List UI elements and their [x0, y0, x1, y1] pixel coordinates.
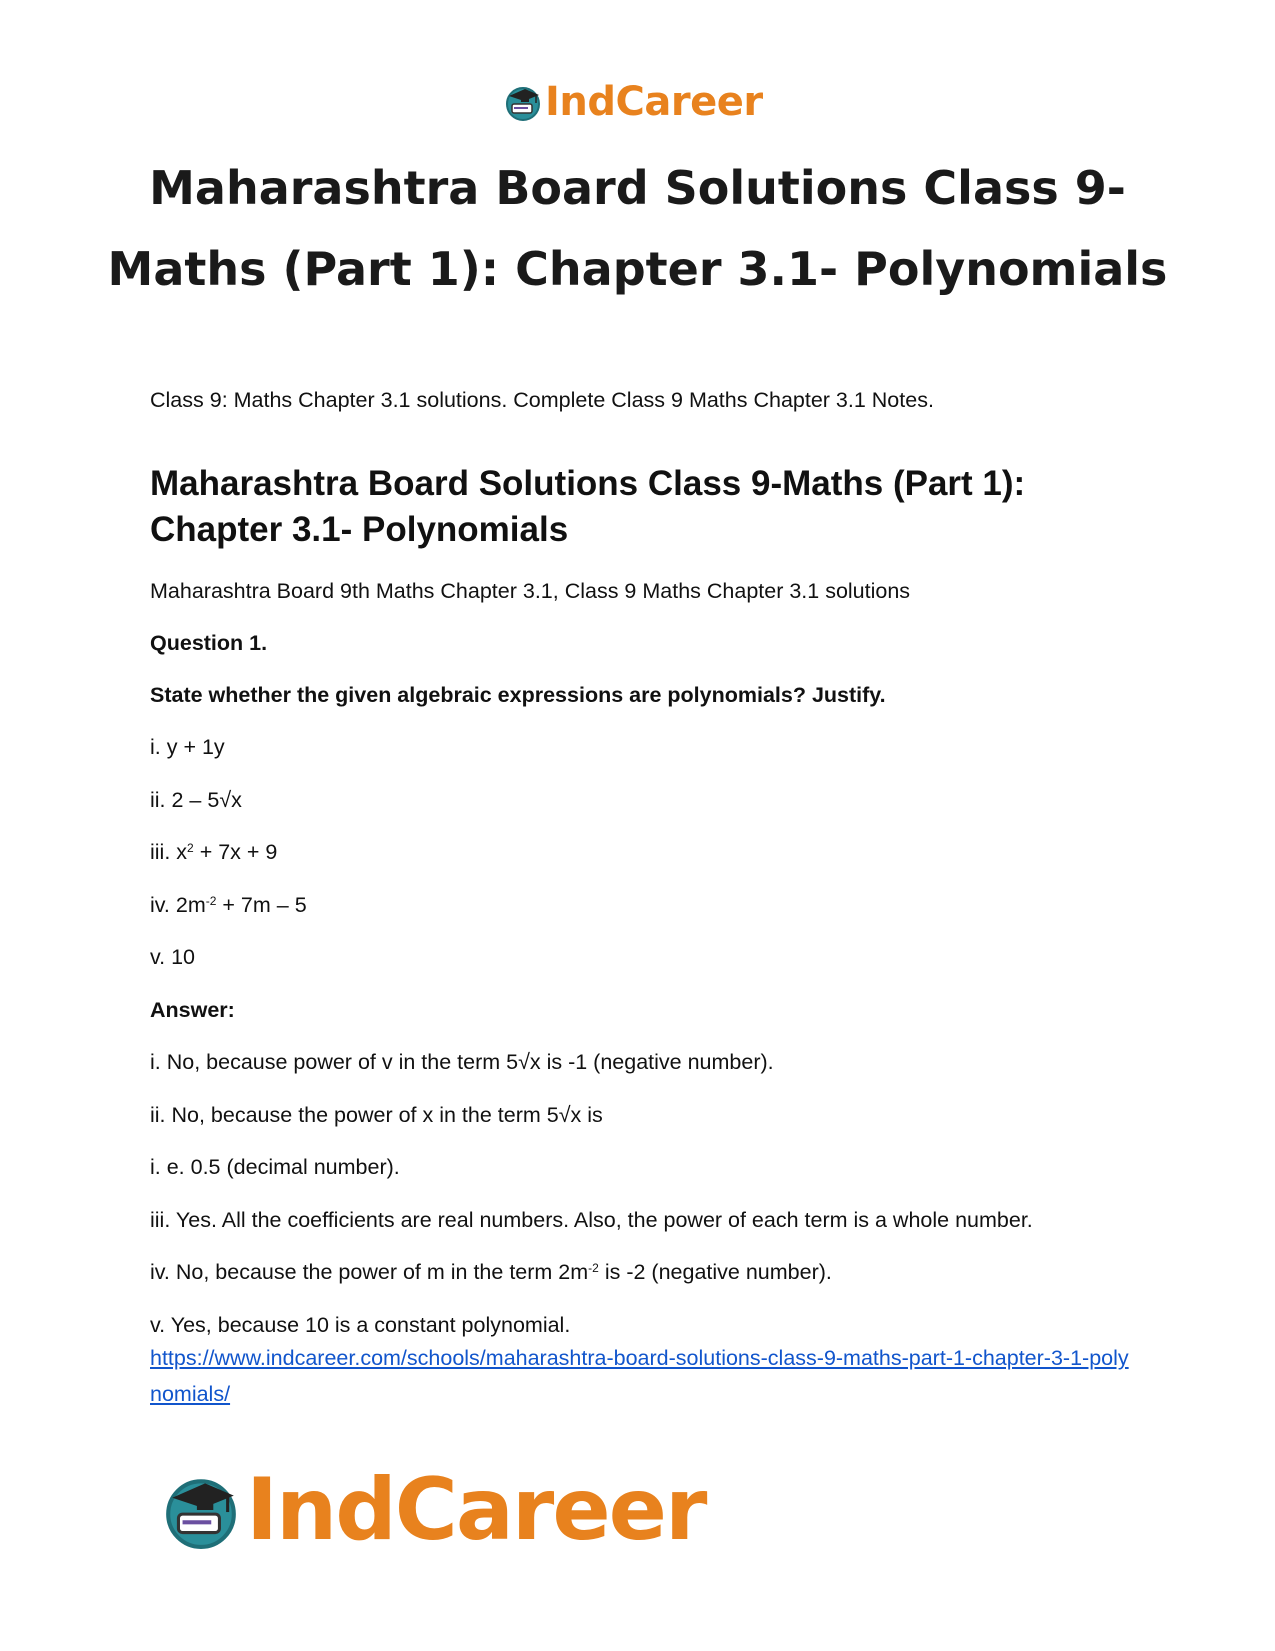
answer-item: i. No, because power of v in the term 5√x is -1 (negative number).: [150, 1050, 774, 1074]
question-item-v: v. 10: [150, 945, 196, 969]
answer-item: iv. No, because the power of m in the term $2m^{-2}$ is -2 (negative number).: [150, 1260, 832, 1284]
page-title: Maharashtra Board Solutions Class 9-Maths (Part 1): Chapter 3.1- Polynomials: [107, 161, 1168, 296]
source-link[interactable]: https://www.indcareer.com/schools/maharashtra-board-solutions-class-9-maths-part-1-chapter-3-1-polynomials/: [150, 1346, 1129, 1406]
indcareer-logo-large: [160, 1462, 705, 1558]
question-prompt: State whether the given algebraic expressions are polynomials? Justify.: [150, 683, 886, 707]
question-item-iv: iv. $2m^{-2} + 7m - 5$: [150, 893, 307, 917]
section-heading: Maharashtra Board Solutions Class 9-Maths (Part 1): Chapter 3.1- Polynomials: [150, 464, 1026, 549]
answer-label: Answer:: [150, 998, 235, 1022]
graduation-cap-globe-icon: [503, 82, 543, 122]
question-item-i: i. y + 1y: [150, 735, 225, 759]
answer-item: iii. Yes. All the coefficients are real numbers. Also, the power of each term is a whole number.: [150, 1208, 1033, 1232]
question-item-iii: iii. $x^2 + 7x + 9$: [150, 840, 278, 864]
article-content: [150, 385, 1140, 1412]
answer-item: i. e. 0.5 (decimal number).: [150, 1155, 400, 1179]
graduation-cap-globe-icon: [160, 1469, 242, 1551]
question-label: Question 1.: [150, 631, 268, 655]
indcareer-logo: [503, 78, 763, 126]
logo-text: IndCareer: [545, 79, 763, 125]
intro-text: Class 9: Maths Chapter 3.1 solutions. Complete Class 9 Maths Chapter 3.1 Notes.: [150, 388, 934, 412]
answer-item: ii. No, because the power of x in the term 5√x is: [150, 1103, 603, 1127]
logo-text: IndCareer: [246, 1460, 706, 1560]
answer-item: v. Yes, because 10 is a constant polynomial.: [150, 1313, 571, 1337]
subtitle-text: Maharashtra Board 9th Maths Chapter 3.1, Class 9 Maths Chapter 3.1 solutions: [150, 579, 911, 603]
question-item-ii: ii. 2 – 5√x: [150, 788, 242, 812]
